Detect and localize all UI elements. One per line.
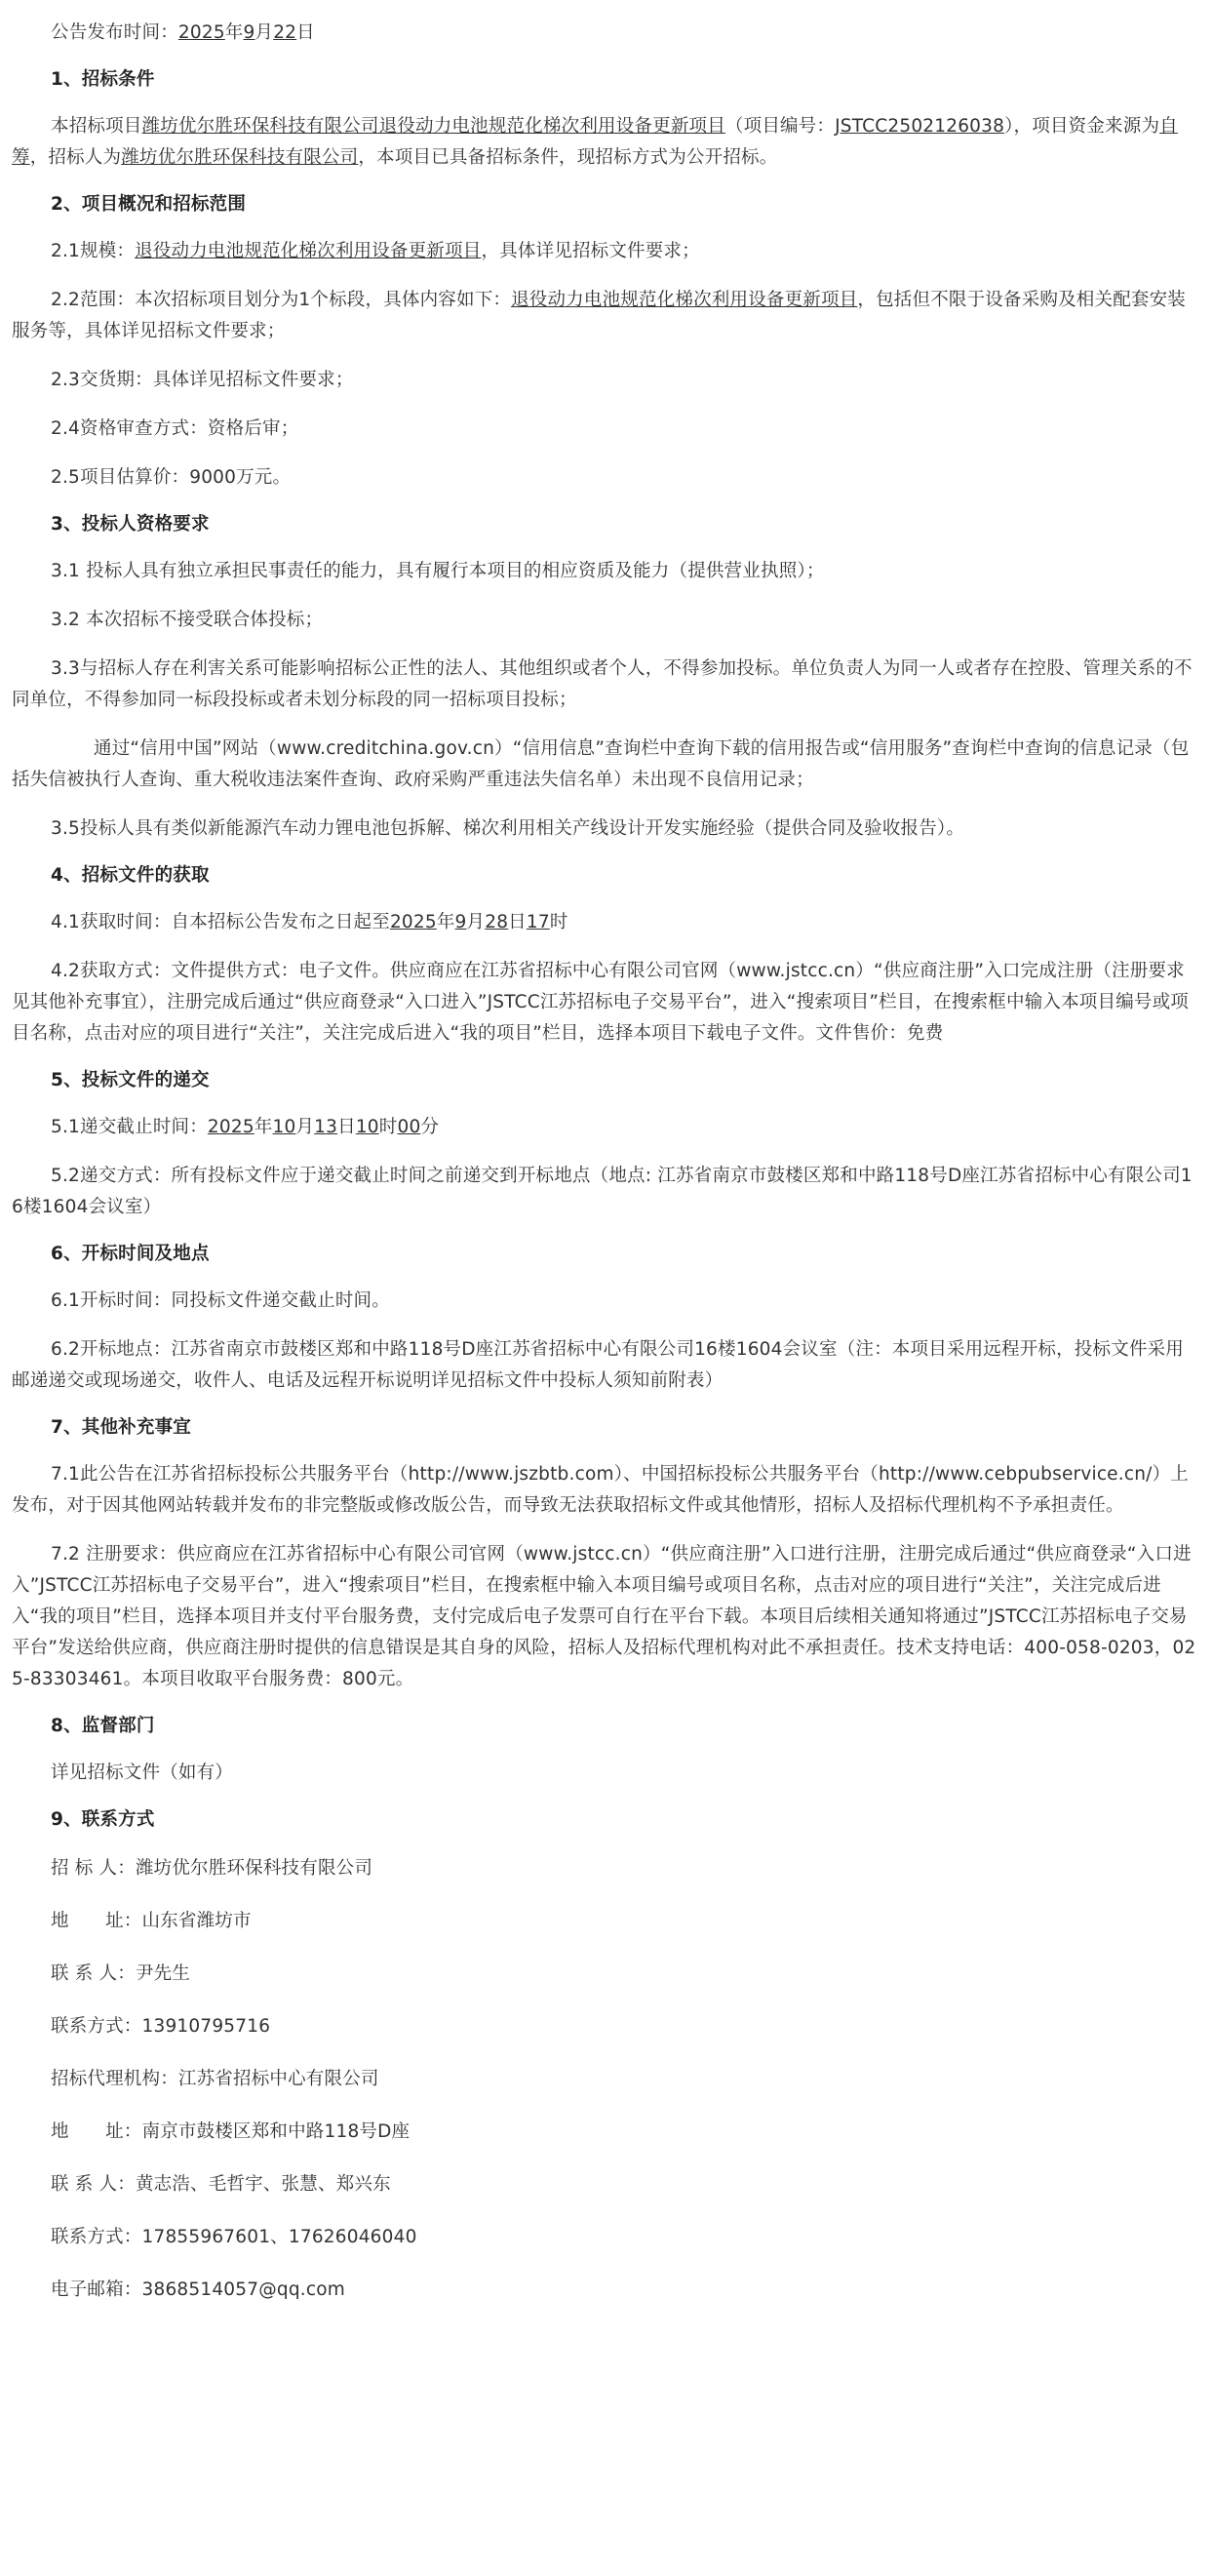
text-segment: ，具体详见招标文件要求； — [481, 241, 700, 261]
month-unit: 月 — [466, 912, 486, 932]
deadline-hour: 10 — [355, 1117, 379, 1137]
requirement-3-1: 3.1 投标人具有独立承担民事责任的能力，具有履行本项目的相应资质及能力（提供营业执照）； — [51, 561, 825, 581]
estimate-item: 2.5项目估算价：9000万元。 — [51, 467, 292, 488]
deadline-month: 10 — [272, 1117, 296, 1137]
contact-agency: 招标代理机构：江苏省招标中心有限公司 — [51, 2069, 379, 2089]
hour-unit: 时 — [378, 1117, 398, 1137]
scale-project-name: 退役动力电池规范化梯次利用设备更新项目 — [135, 241, 482, 261]
section-9-heading: 9、联系方式 — [51, 1809, 155, 1830]
project-name-link: 潍坊优尔胜环保科技有限公司退役动力电池规范化梯次利用设备更新项目 — [141, 116, 725, 137]
day-unit: 日 — [296, 22, 315, 43]
section-1-heading: 1、招标条件 — [51, 69, 155, 90]
publish-year: 2025 — [177, 22, 225, 43]
month-unit: 月 — [295, 1117, 315, 1137]
contact-agency-phone: 联系方式：17855967601、17626046040 — [51, 2227, 417, 2247]
acq-month: 9 — [454, 912, 467, 932]
requirement-3-5: 3.5投标人具有类似新能源汽车动力锂电池包拆解、梯次利用相关产线设计开发实施经验（提供合同及验收报告）。 — [51, 818, 965, 839]
year-unit: 年 — [254, 1117, 273, 1137]
publication-note: 7.1此公告在江苏省招标投标公共服务平台（http://www.jszbtb.com）、中国招标投标公共服务平台（http://www.cebpubservice.cn/）上发布，对于因其他网站转载并发布的非完整版或修改版公告，而导致无法获取招标文件或其他情形，招标人及招标代理机构不予承担责任。 — [12, 1464, 1189, 1516]
hour-unit: 时 — [549, 912, 568, 932]
text-segment: ），项目资金来源为 — [1004, 116, 1160, 137]
year-unit: 年 — [224, 22, 244, 43]
contact-tenderer-phone: 联系方式：13910795716 — [51, 2016, 271, 2037]
publish-day: 22 — [273, 22, 297, 43]
acquisition-time — [12, 907, 1201, 938]
day-unit: 日 — [508, 912, 527, 932]
text-segment: 4.1获取时间：自本招标公告发布之日起至 — [51, 912, 390, 932]
publish-time — [12, 18, 1201, 49]
section-7-heading: 7、其他补充事宜 — [51, 1417, 191, 1438]
section-5-heading: 5、投标文件的递交 — [51, 1070, 210, 1090]
review-item: 2.4资格审查方式：资格后审； — [51, 418, 299, 439]
contact-tenderer-person: 联 系 人：尹先生 — [51, 1963, 191, 1984]
project-code: JSTCC2502126038 — [835, 116, 1005, 137]
requirement-3-2: 3.2 本次招标不接受联合体投标； — [51, 610, 324, 630]
range-item — [12, 285, 1201, 347]
contact-agency-person: 联 系 人：黄志浩、毛哲宇、张慧、郑兴东 — [51, 2174, 391, 2195]
tender-conditions-paragraph — [12, 111, 1201, 174]
deadline-minute: 00 — [397, 1117, 421, 1137]
fund-source: 自筹 — [12, 116, 1178, 168]
acq-hour: 17 — [526, 912, 550, 932]
section-3-heading: 3、投标人资格要求 — [51, 514, 210, 535]
day-unit: 日 — [337, 1117, 356, 1137]
contact-agency-address: 地 址：南京市鼓楼区郑和中路118号D座 — [51, 2121, 411, 2142]
supervision-text: 详见招标文件（如有） — [51, 1763, 234, 1783]
section-4-heading: 4、招标文件的获取 — [51, 865, 210, 886]
range-project-name: 退役动力电池规范化梯次利用设备更新项目 — [511, 290, 858, 310]
acq-day: 28 — [485, 912, 509, 932]
tenderer-name: 潍坊优尔胜环保科技有限公司 — [121, 147, 359, 168]
deadline-year: 2025 — [207, 1117, 254, 1137]
scale-item — [12, 236, 1201, 267]
text-segment: ，包括但不限于设备采购及相关配套安装服务等，具体详见招标文件要求； — [12, 290, 1187, 341]
text-segment: ，本项目已具备招标条件，现招标方式为公开招标。 — [358, 147, 778, 168]
contact-tenderer: 招 标 人：潍坊优尔胜环保科技有限公司 — [51, 1858, 373, 1879]
contact-agency-email: 电子邮箱：3868514057@qq.com — [51, 2279, 345, 2300]
year-unit: 年 — [436, 912, 455, 932]
section-8-heading: 8、监督部门 — [51, 1716, 155, 1736]
delivery-item: 2.3交货期：具体详见招标文件要求； — [51, 370, 354, 390]
opening-time: 6.1开标时间：同投标文件递交截止时间。 — [51, 1290, 390, 1311]
section-6-heading: 6、开标时间及地点 — [51, 1244, 210, 1264]
text-segment: 2.2范围：本次招标项目划分为1个标段，具体内容如下： — [51, 290, 512, 310]
opening-place: 6.2开标地点：江苏省南京市鼓楼区郑和中路118号D座江苏省招标中心有限公司16楼1604会议室（注：本项目采用远程开标，投标文件采用邮递递交或现场递交，收件人、电话及远程开标说明详见招标文件中投标人须知前附表） — [12, 1339, 1185, 1391]
text-segment: （项目编号： — [724, 116, 836, 137]
minute-unit: 分 — [420, 1117, 440, 1137]
publish-month: 9 — [243, 22, 255, 43]
registration-requirements: 7.2 注册要求：供应商应在江苏省招标中心有限公司官网（www.jstcc.cn）“供应商注册”入口进行注册，注册完成后通过“供应商登录“入口进入”JSTCC江苏招标电子交易平台”，进入“搜索项目”栏目，在搜索框中输入本项目编号或项目名称，点击对应的项目进行“关注”，关注完成后进入“我的项目”栏目，选择本项目并支付平台服务费，支付完成后电子发票可自行在平台下载。本项目后续相关通知将通过”JSTCC江苏招标电子交易平台”发送给供应商，供应商注册时提供的信息错误是其自身的风险，招标人及招标代理机构对此不承担责任。技术支持电话：400-058-0203，025-83303461。本项目收取平台服务费：800元。 — [12, 1544, 1196, 1689]
month-unit: 月 — [254, 22, 274, 43]
text-segment: 2.1规模： — [51, 241, 136, 261]
acquisition-method: 4.2获取方式：文件提供方式：电子文件。供应商应在江苏省招标中心有限公司官网（www.jstcc.cn）“供应商注册”入口完成注册（注册要求见其他补充事宜），注册完成后通过“供应商登录“入口进入”JSTCC江苏招标电子交易平台”，进入“搜索项目”栏目，在搜索框中输入本项目编号或项目名称，点击对应的项目进行“关注”，关注完成后进入“我的项目”栏目，选择本项目下载电子文件。文件售价：免费 — [12, 961, 1190, 1044]
deadline-day: 13 — [314, 1117, 338, 1137]
submission-deadline — [12, 1112, 1201, 1143]
text-segment: 本招标项目 — [51, 116, 142, 137]
publish-prefix: 公告发布时间： — [51, 22, 178, 43]
text-segment: 5.1递交截止时间： — [51, 1117, 208, 1137]
requirement-credit: 通过“信用中国”网站（www.creditchina.gov.cn）“信用信息”查询栏中查询下载的信用报告或“信用服务”查询栏中查询的信息记录（包括失信被执行人查询、重大税收违法案件查询、政府采购严重违法失信名单）未出现不良信用记录； — [12, 738, 1190, 790]
acq-year: 2025 — [389, 912, 437, 932]
requirement-3-3: 3.3与招标人存在利害关系可能影响招标公正性的法人、其他组织或者个人，不得参加投标。单位负责人为同一人或者存在控股、管理关系的不同单位，不得参加同一标段投标或者未划分标段的同一招标项目投标； — [12, 658, 1193, 710]
contact-tenderer-address: 地 址：山东省潍坊市 — [51, 1911, 252, 1931]
text-segment: ，招标人为 — [29, 147, 122, 168]
submission-method: 5.2递交方式：所有投标文件应于递交截止时间之前递交到开标地点（地点: 江苏省南京市鼓楼区郑和中路118号D座江苏省招标中心有限公司16楼1604会议室） — [12, 1166, 1193, 1217]
section-2-heading: 2、项目概况和招标范围 — [51, 194, 247, 215]
